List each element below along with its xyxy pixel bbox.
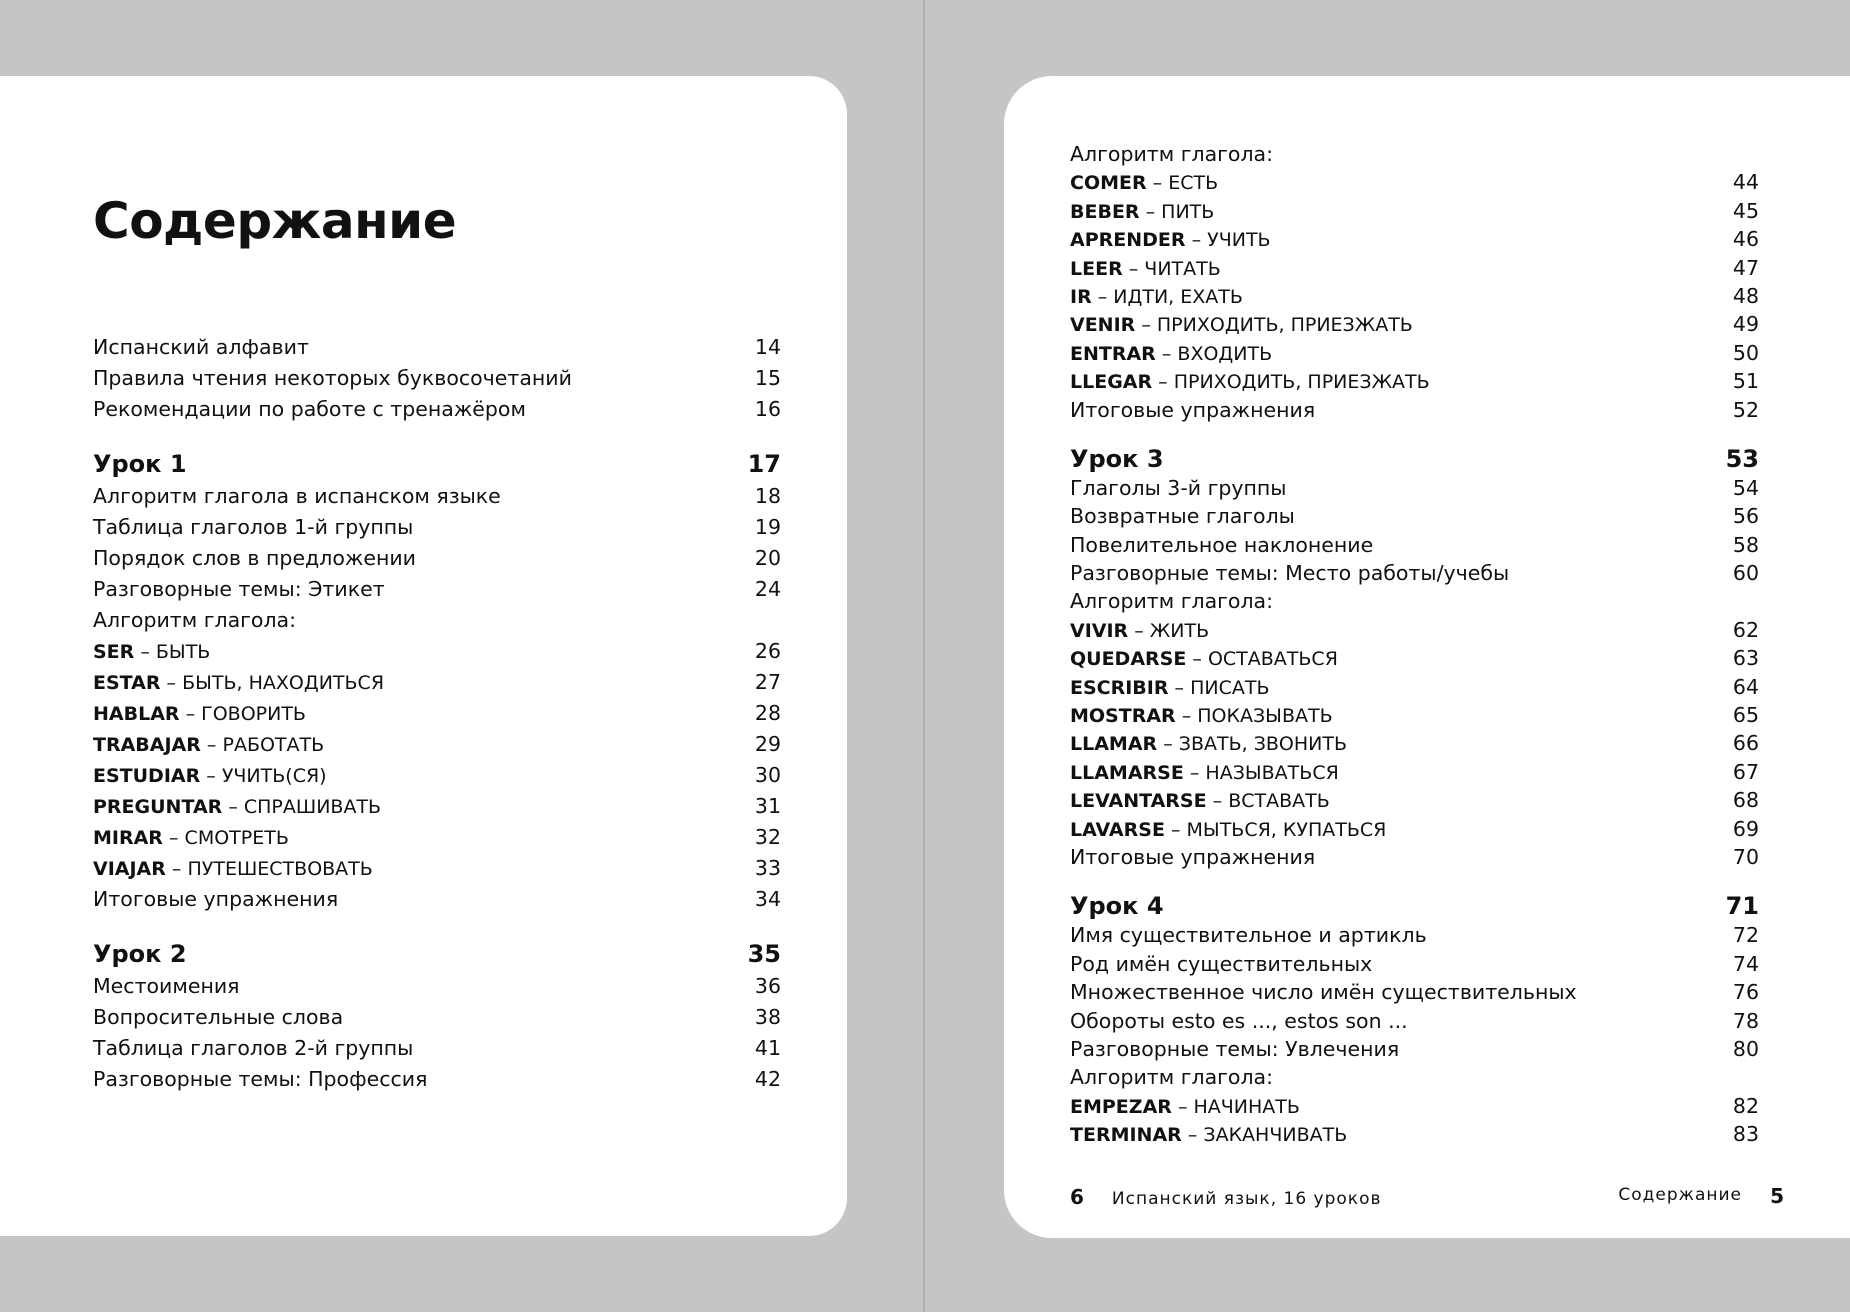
entry-page-number: 46 xyxy=(1732,227,1759,252)
verb-spanish: LLEGAR xyxy=(1070,371,1153,394)
entry-page-number: 27 xyxy=(754,670,781,694)
entry-title: Порядок слов в предложении xyxy=(93,546,417,570)
verb-entry xyxy=(1070,367,1430,396)
verb-entry xyxy=(1070,197,1214,226)
entry-title: Алгоритм глагола: xyxy=(1070,1065,1274,1090)
verb-entry xyxy=(1070,616,1209,645)
entry-page-number: 16 xyxy=(754,397,781,421)
entry-title: Возвратные глаголы xyxy=(1070,504,1295,529)
entry-title: Разговорные темы: Профессия xyxy=(93,1067,428,1091)
entry-title: Рекомендации по работе с тренажёром xyxy=(93,397,526,421)
entry-page-number: 28 xyxy=(754,701,781,725)
entry-page-number: 50 xyxy=(1732,340,1759,365)
verb-separator: – xyxy=(1152,371,1174,394)
entry-title: Правила чтения некоторых буквосочетаний xyxy=(93,366,572,390)
entry-page-number: 69 xyxy=(1732,816,1759,841)
toc-entry xyxy=(1070,1035,1759,1063)
toc-entry xyxy=(1070,559,1759,587)
entry-page-number: 32 xyxy=(754,825,781,849)
entry-title: Таблица глаголов 1-й группы xyxy=(93,515,414,539)
verb-russian: УЧИТЬ xyxy=(1207,229,1271,252)
verb-spanish: TERMINAR xyxy=(1070,1124,1182,1147)
verb-russian: ПРИХОДИТЬ, ПРИЕЗЖАТЬ xyxy=(1173,371,1430,394)
verb-separator: – xyxy=(1164,818,1187,841)
verb-entry xyxy=(93,636,210,668)
verb-spanish: LLAMAR xyxy=(1070,733,1158,756)
page-number: 6 xyxy=(1070,1185,1084,1209)
entry-page-number: 67 xyxy=(1732,759,1759,784)
entry-page-number: 68 xyxy=(1732,788,1759,813)
entry-page-number: 38 xyxy=(754,1005,781,1029)
verb-separator: – xyxy=(165,858,188,880)
verb-separator: – xyxy=(162,827,185,849)
verb-separator: – xyxy=(1171,1095,1194,1118)
verb-entry xyxy=(93,729,324,761)
verb-russian: ЗВАТЬ, ЗВОНИТЬ xyxy=(1178,733,1348,756)
entry-page-number: 47 xyxy=(1732,255,1759,280)
toc-entry xyxy=(93,481,781,512)
toc-entry xyxy=(93,884,781,915)
verb-entry xyxy=(1070,310,1413,339)
toc-list-right xyxy=(1070,140,1759,1149)
entry-page-number: 54 xyxy=(1732,475,1759,500)
verb-entry xyxy=(1070,729,1347,758)
entry-title: Глаголы 3-й группы xyxy=(1070,475,1287,500)
verb-spanish: QUEDARSE xyxy=(1070,648,1187,671)
toc-entry xyxy=(93,1002,781,1033)
entry-page-number: 56 xyxy=(1732,504,1759,529)
verb-spanish: EMPEZAR xyxy=(1070,1095,1172,1118)
verb-entry xyxy=(93,667,384,699)
verb-entry xyxy=(93,698,306,730)
toc-entry xyxy=(1070,225,1759,253)
toc-entry xyxy=(93,853,781,884)
verb-separator: – xyxy=(160,672,183,694)
toc-entry xyxy=(1070,140,1759,168)
verb-spanish: VIVIR xyxy=(1070,619,1129,642)
verb-entry xyxy=(1070,1120,1347,1149)
toc-entry xyxy=(1070,339,1759,367)
verb-separator: – xyxy=(1091,285,1114,308)
entry-page-number: 45 xyxy=(1732,198,1759,223)
page-number: 5 xyxy=(1770,1184,1784,1208)
verb-spanish: SER xyxy=(93,641,135,663)
entry-page-number: 24 xyxy=(754,577,781,601)
verb-entry xyxy=(93,822,289,854)
entry-page-number: 71 xyxy=(1725,892,1759,921)
verb-separator: – xyxy=(1168,676,1191,699)
verb-russian: ВСТАВАТЬ xyxy=(1228,790,1330,813)
verb-separator: – xyxy=(134,641,156,663)
entry-page-number: 19 xyxy=(754,515,781,539)
toc-entry xyxy=(1070,843,1759,871)
verb-spanish: TRABAJAR xyxy=(93,734,201,756)
entry-title: Повелительное наклонение xyxy=(1070,532,1374,557)
entry-page-number: 60 xyxy=(1732,561,1759,586)
verb-spanish: VENIR xyxy=(1070,314,1136,337)
entry-page-number: 42 xyxy=(754,1067,781,1091)
toc-entry xyxy=(1070,758,1759,786)
verb-entry xyxy=(1070,1092,1300,1121)
entry-title: Разговорные темы: Этикет xyxy=(93,577,385,601)
entry-page-number: 17 xyxy=(747,450,781,478)
toc-entry xyxy=(93,971,781,1002)
entry-title: Алгоритм глагола в испанском языке xyxy=(93,484,501,508)
toc-entry xyxy=(93,822,781,853)
running-title: Содержание xyxy=(1618,1185,1742,1205)
entry-page-number: 48 xyxy=(1732,283,1759,308)
toc-entry xyxy=(1070,815,1759,843)
verb-russian: ПИСАТЬ xyxy=(1190,676,1270,699)
entry-page-number: 30 xyxy=(754,763,781,787)
entry-page-number: 41 xyxy=(754,1036,781,1060)
verb-entry xyxy=(1070,282,1243,311)
toc-entry xyxy=(1070,644,1759,672)
entry-page-number: 53 xyxy=(1725,444,1759,473)
verb-spanish: APRENDER xyxy=(1070,229,1186,252)
entry-page-number: 62 xyxy=(1732,617,1759,642)
verb-entry xyxy=(1070,701,1333,730)
verb-entry xyxy=(1070,815,1386,844)
verb-russian: ЖИТЬ xyxy=(1149,619,1210,642)
verb-entry xyxy=(1070,758,1339,787)
verb-spanish: BEBER xyxy=(1070,200,1140,223)
entry-page-number: 15 xyxy=(754,366,781,390)
verb-separator: – xyxy=(1157,733,1179,756)
toc-entry xyxy=(93,636,781,667)
verb-russian: ПРИХОДИТЬ, ПРИЕЗЖАТЬ xyxy=(1156,314,1413,337)
entry-page-number: 51 xyxy=(1732,369,1759,394)
toc-entry xyxy=(1070,531,1759,559)
toc-entry xyxy=(93,512,781,543)
verb-russian: НАЗЫВАТЬСЯ xyxy=(1205,761,1339,784)
toc-entry xyxy=(1070,786,1759,814)
verb-separator: – xyxy=(1175,705,1198,728)
verb-russian: ГОВОРИТЬ xyxy=(201,703,306,725)
toc-entry xyxy=(1070,616,1759,644)
toc-entry xyxy=(1070,367,1759,395)
entry-page-number: 44 xyxy=(1732,170,1759,195)
toc-entry xyxy=(1070,1092,1759,1120)
toc-entry xyxy=(1070,673,1759,701)
toc-entry xyxy=(93,1064,781,1095)
verb-russian: ЧИТАТЬ xyxy=(1144,257,1221,280)
verb-entry xyxy=(1070,225,1271,254)
toc-entry xyxy=(1070,474,1759,502)
lesson-title: Урок 4 xyxy=(1070,892,1164,921)
toc-entry xyxy=(1070,1007,1759,1035)
verb-russian: БЫТЬ, НАХОДИТЬСЯ xyxy=(182,672,385,694)
verb-russian: РАБОТАТЬ xyxy=(222,734,325,756)
entry-page-number: 26 xyxy=(754,639,781,663)
toc-entry xyxy=(1070,1120,1759,1148)
running-title: Испанский язык, 16 уроков xyxy=(1111,1189,1382,1209)
entry-page-number: 66 xyxy=(1732,731,1759,756)
entry-title: Итоговые упражнения xyxy=(93,887,339,911)
entry-page-number: 64 xyxy=(1732,674,1759,699)
toc-entry xyxy=(93,791,781,822)
verb-russian: ВХОДИТЬ xyxy=(1177,342,1273,365)
verb-entry xyxy=(1070,644,1338,673)
verb-spanish: VIAJAR xyxy=(93,858,166,880)
toc-lesson-heading xyxy=(1070,891,1759,921)
toc-entry xyxy=(1070,950,1759,978)
entry-page-number: 35 xyxy=(747,940,781,968)
entry-title: Алгоритм глагола: xyxy=(1070,589,1274,614)
verb-separator: – xyxy=(1155,342,1178,365)
verb-spanish: LEVANTARSE xyxy=(1070,790,1207,813)
toc-entry xyxy=(93,698,781,729)
entry-page-number: 34 xyxy=(754,887,781,911)
entry-page-number: 72 xyxy=(1732,923,1759,948)
verb-separator: – xyxy=(200,765,222,787)
verb-spanish: ESTAR xyxy=(93,672,161,694)
toc-entry xyxy=(1070,310,1759,338)
toc-entry xyxy=(1070,587,1759,615)
toc-entry xyxy=(93,332,781,363)
toc-entry xyxy=(93,574,781,605)
verb-separator: – xyxy=(179,703,202,725)
entry-page-number: 80 xyxy=(1732,1036,1759,1061)
verb-spanish: LAVARSE xyxy=(1070,818,1165,841)
entry-title: Алгоритм глагола: xyxy=(1070,142,1274,166)
entry-page-number: 78 xyxy=(1732,1008,1759,1033)
verb-spanish: MIRAR xyxy=(93,827,163,849)
lesson-title: Урок 2 xyxy=(93,940,187,968)
entry-title: Обороты esto es ..., estos son ... xyxy=(1070,1008,1408,1033)
toc-entry xyxy=(1070,729,1759,757)
verb-russian: МЫТЬСЯ, КУПАТЬСЯ xyxy=(1186,818,1387,841)
toc-entry xyxy=(93,394,781,425)
entry-title: Разговорные темы: Увлечения xyxy=(1070,1036,1400,1061)
toc-entry xyxy=(1070,168,1759,196)
toc-lesson-heading xyxy=(1070,444,1759,474)
verb-russian: ПОКАЗЫВАТЬ xyxy=(1197,705,1333,728)
verb-separator: – xyxy=(1206,790,1229,813)
verb-spanish: MOSTRAR xyxy=(1070,705,1176,728)
verb-separator: – xyxy=(1183,761,1206,784)
entry-title: Имя существительное и артикль xyxy=(1070,923,1427,948)
verb-spanish: PREGUNTAR xyxy=(93,796,223,818)
entry-page-number: 36 xyxy=(754,974,781,998)
entry-page-number: 33 xyxy=(754,856,781,880)
toc-entry xyxy=(1070,1063,1759,1091)
toc-entry xyxy=(1070,197,1759,225)
verb-russian: НАЧИНАТЬ xyxy=(1193,1095,1300,1118)
verb-russian: ЗАКАНЧИВАТЬ xyxy=(1203,1124,1348,1147)
toc-entry xyxy=(1070,254,1759,282)
entry-page-number: 52 xyxy=(1732,397,1759,422)
toc-entry xyxy=(1070,502,1759,530)
entry-page-number: 29 xyxy=(754,732,781,756)
verb-spanish: LLAMARSE xyxy=(1070,761,1184,784)
entry-title: Алгоритм глагола: xyxy=(93,608,297,632)
toc-entry xyxy=(1070,282,1759,310)
verb-russian: ИДТИ, ЕХАТЬ xyxy=(1113,285,1243,308)
verb-russian: ПИТЬ xyxy=(1161,200,1215,223)
verb-entry xyxy=(1070,673,1270,702)
verb-russian: УЧИТЬ(СЯ) xyxy=(221,765,327,787)
entry-title: Вопросительные слова xyxy=(93,1005,344,1029)
entry-page-number: 18 xyxy=(754,484,781,508)
verb-entry xyxy=(93,791,381,823)
toc-entry xyxy=(93,363,781,394)
footer-right xyxy=(1070,1187,1382,1208)
toc-entry xyxy=(93,667,781,698)
verb-russian: ЕСТЬ xyxy=(1168,172,1219,195)
verb-spanish: ENTRAR xyxy=(1070,342,1156,365)
page-title: Содержание xyxy=(93,192,457,250)
toc-entry xyxy=(1070,396,1759,424)
verb-separator: – xyxy=(1181,1124,1204,1147)
entry-page-number: 58 xyxy=(1732,532,1759,557)
entry-title: Итоговые упражнения xyxy=(1070,397,1316,422)
verb-russian: СМОТРЕТЬ xyxy=(184,827,289,849)
entry-title: Испанский алфавит xyxy=(93,335,309,359)
verb-spanish: COMER xyxy=(1070,172,1147,195)
verb-spanish: ESTUDIAR xyxy=(93,765,201,787)
entry-title: Разговорные темы: Место работы/учебы xyxy=(1070,561,1510,586)
verb-spanish: ESCRIBIR xyxy=(1070,676,1169,699)
toc-list-left xyxy=(93,332,781,1095)
entry-page-number: 70 xyxy=(1732,844,1759,869)
entry-page-number: 76 xyxy=(1732,980,1759,1005)
entry-title: Итоговые упражнения xyxy=(1070,844,1316,869)
toc-entry xyxy=(93,543,781,574)
verb-russian: ПУТЕШЕСТВОВАТЬ xyxy=(187,858,373,880)
toc-entry xyxy=(93,729,781,760)
verb-separator: – xyxy=(1186,648,1208,671)
toc-entry xyxy=(1070,921,1759,949)
entry-title: Местоимения xyxy=(93,974,240,998)
toc-entry xyxy=(93,1033,781,1064)
entry-page-number: 31 xyxy=(754,794,781,818)
verb-separator: – xyxy=(200,734,223,756)
lesson-title: Урок 3 xyxy=(1070,444,1164,473)
verb-spanish: LEER xyxy=(1070,257,1123,280)
verb-russian: БЫТЬ xyxy=(155,641,211,663)
verb-separator: – xyxy=(1146,172,1169,195)
toc-entry xyxy=(1070,978,1759,1006)
verb-separator: – xyxy=(1122,257,1145,280)
verb-separator: – xyxy=(1128,619,1150,642)
verb-entry xyxy=(1070,339,1272,368)
entry-page-number: 14 xyxy=(754,335,781,359)
entry-title: Таблица глаголов 2-й группы xyxy=(93,1036,414,1060)
verb-separator: – xyxy=(222,796,244,818)
toc-entry xyxy=(93,605,781,636)
book-spine xyxy=(923,0,925,1312)
verb-spanish: HABLAR xyxy=(93,703,180,725)
entry-page-number: 20 xyxy=(754,546,781,570)
verb-entry xyxy=(1070,168,1218,197)
verb-russian: ОСТАВАТЬСЯ xyxy=(1207,648,1338,671)
entry-title: Множественное число имён существительных xyxy=(1070,980,1577,1005)
entry-page-number: 65 xyxy=(1732,703,1759,728)
verb-russian: СПРАШИВАТЬ xyxy=(243,796,382,818)
verb-separator: – xyxy=(1139,200,1162,223)
verb-entry xyxy=(1070,254,1221,283)
lesson-title: Урок 1 xyxy=(93,450,187,478)
entry-page-number: 74 xyxy=(1732,951,1759,976)
entry-title: Род имён существительных xyxy=(1070,951,1373,976)
toc-entry xyxy=(1070,701,1759,729)
toc-lesson-heading xyxy=(93,937,781,971)
verb-spanish: IR xyxy=(1070,285,1092,308)
entry-page-number: 82 xyxy=(1732,1093,1759,1118)
entry-page-number: 63 xyxy=(1732,646,1759,671)
verb-separator: – xyxy=(1135,314,1157,337)
verb-separator: – xyxy=(1185,229,1208,252)
entry-page-number: 83 xyxy=(1732,1122,1759,1147)
entry-page-number: 49 xyxy=(1732,312,1759,337)
toc-entry xyxy=(93,760,781,791)
toc-lesson-heading xyxy=(93,447,781,481)
verb-entry xyxy=(1070,786,1330,815)
verb-entry xyxy=(93,760,327,792)
verb-entry xyxy=(93,853,373,885)
